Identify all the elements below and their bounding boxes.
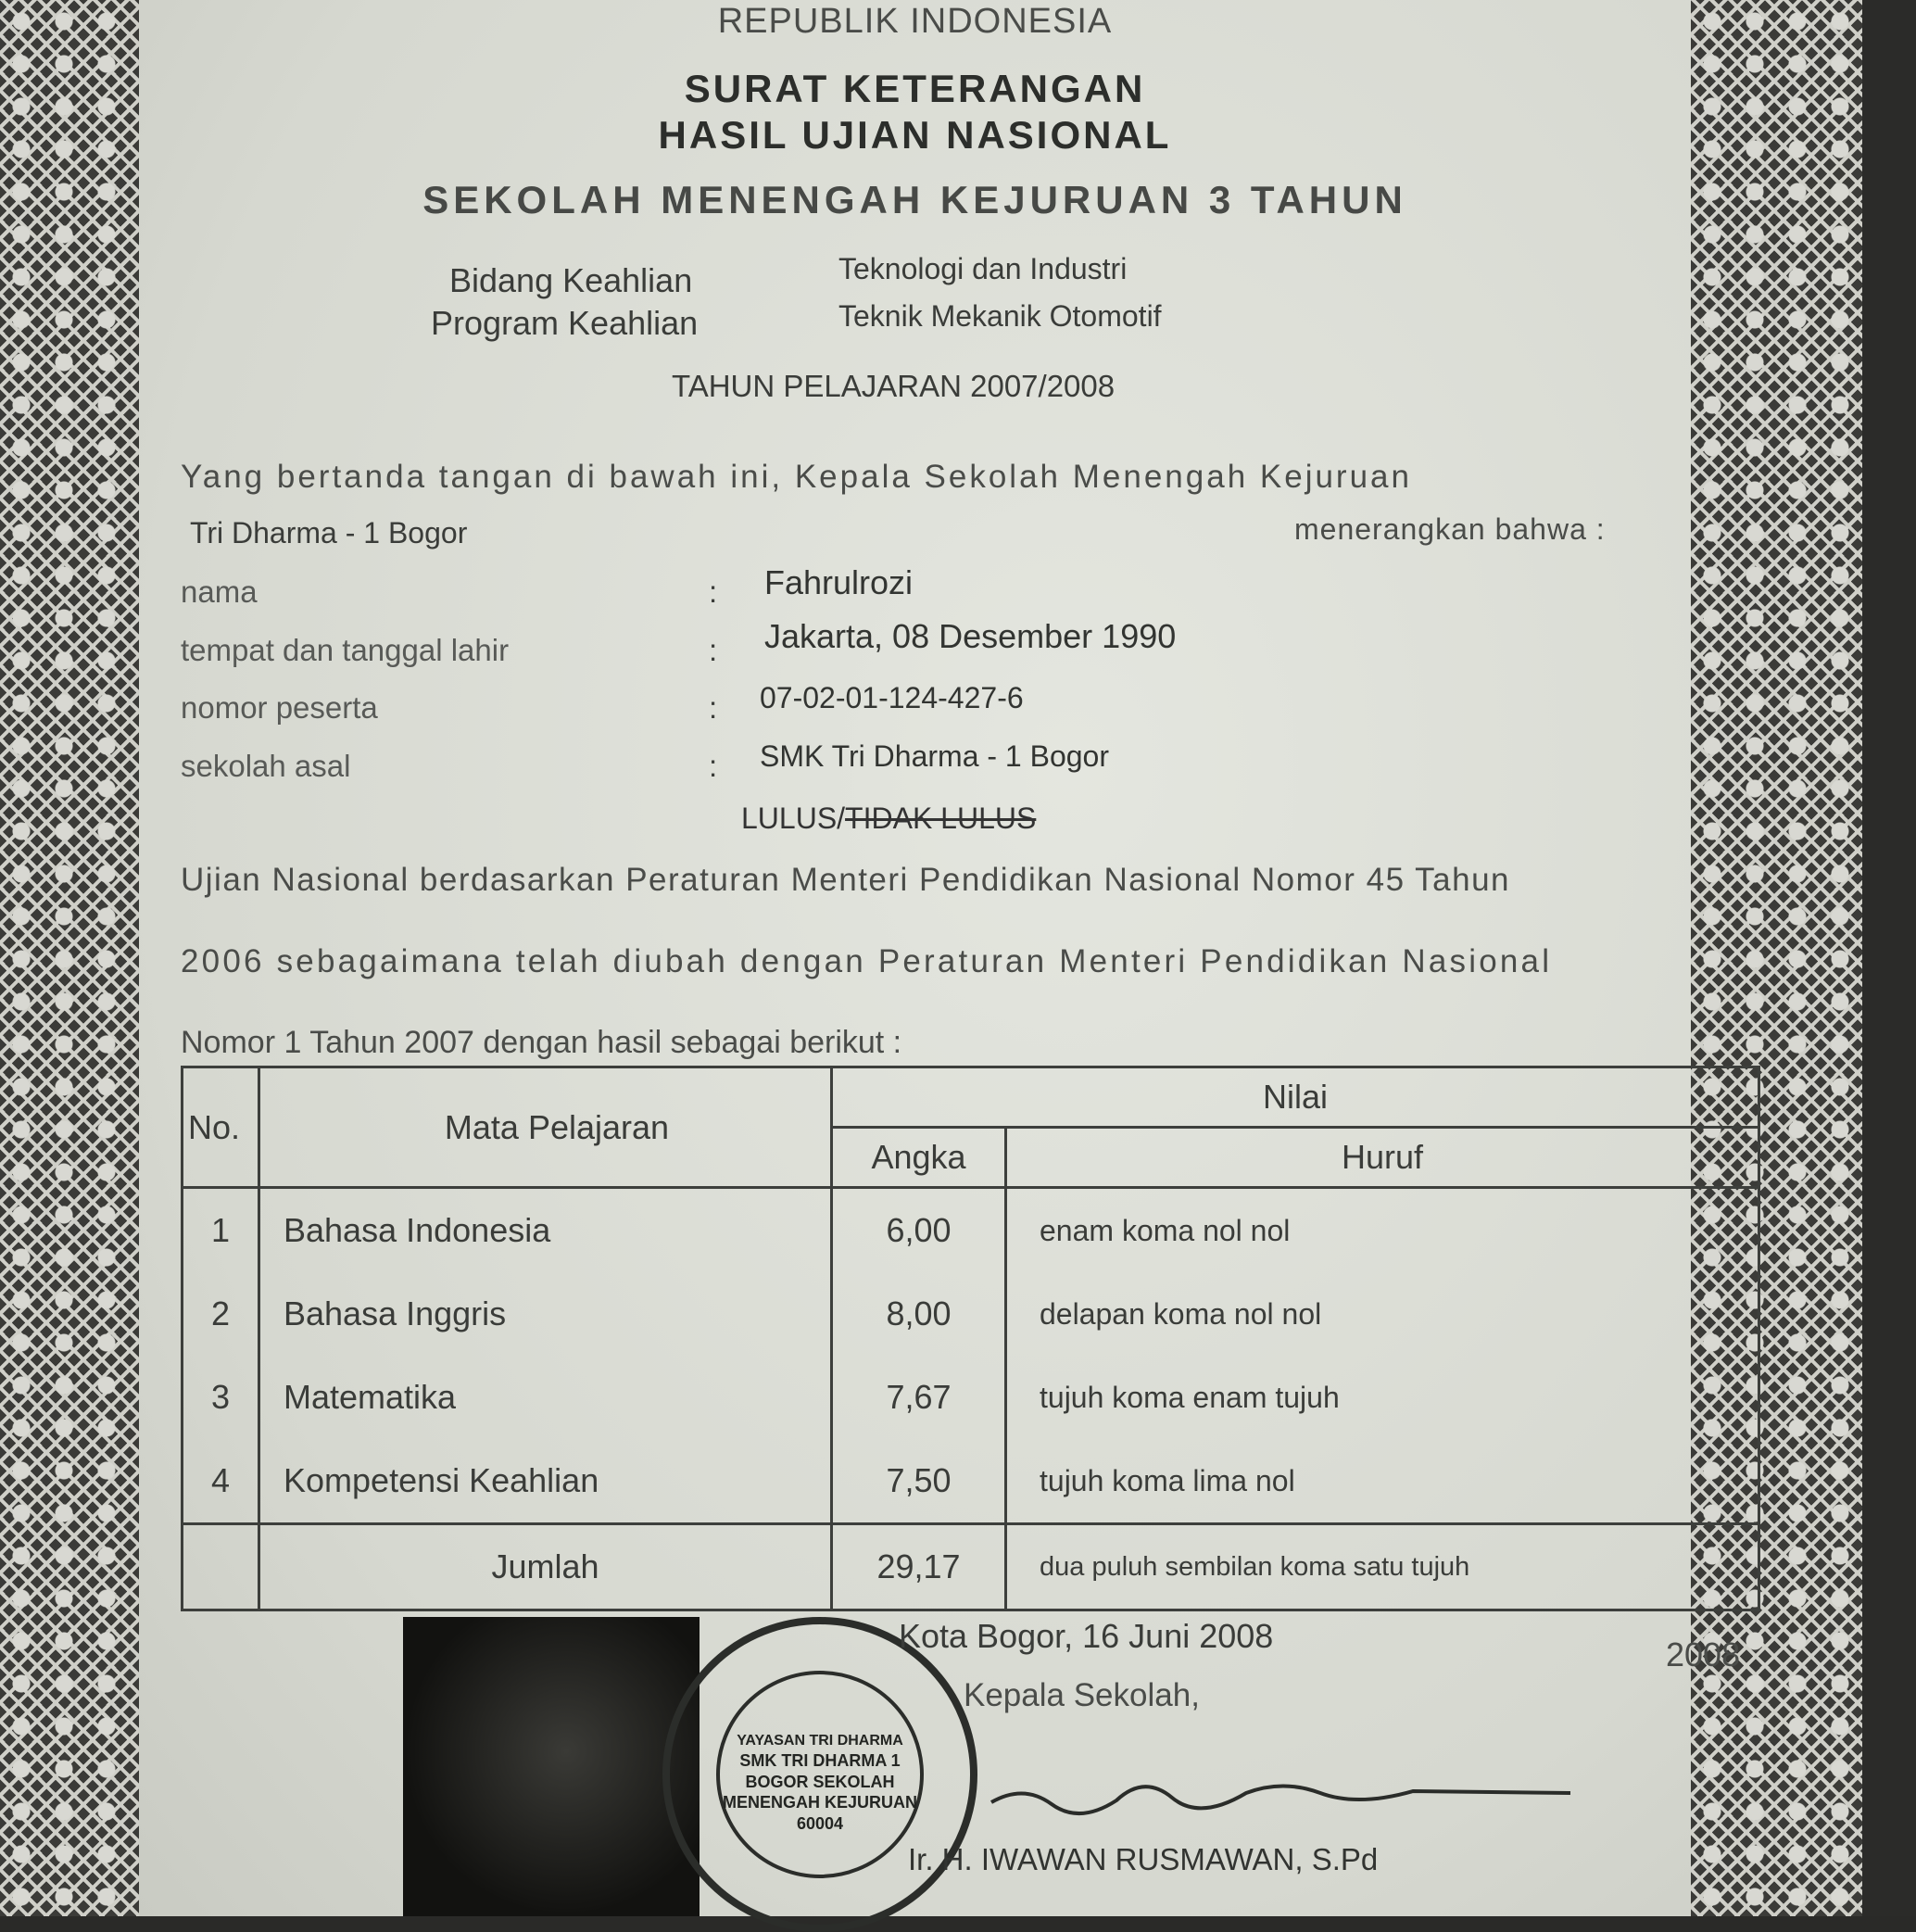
bidang-value: Teknologi dan Industri [838, 252, 1128, 285]
issuing-organization: REPUBLIK INDONESIA [717, 2, 1113, 41]
signature-role: Kepala Sekolah, [964, 1677, 1200, 1713]
academic-year: TAHUN PELAJARAN 2007/2008 [672, 369, 1116, 403]
regulation-line1: Ujian Nasional berdasarkan Peraturan Menteri Pendidikan Nasional Nomor 45 Tahun [181, 862, 1510, 898]
signature-place-date: Kota Bogor, 16 Juni 2008 [899, 1617, 1274, 1655]
background-edge [1862, 0, 1916, 1916]
nama-value: Fahrulrozi [764, 563, 914, 601]
certificate-document [139, 0, 1741, 1916]
decorative-border-right [1691, 0, 1862, 1916]
total-label: Jumlah [259, 1524, 832, 1610]
student-photo [403, 1617, 700, 1916]
school-seal [662, 1617, 977, 1932]
ttl-label: tempat dan tanggal lahir [181, 633, 510, 667]
table-row [183, 1439, 1759, 1524]
sekolah-asal-label: sekolah asal [181, 749, 351, 783]
status-lulus: LULUS/ [741, 802, 846, 835]
total-angka: 29,17 [832, 1524, 1006, 1610]
row-huruf: tujuh koma enam tujuh [1006, 1356, 1759, 1439]
nomor-peserta-label: nomor peserta [181, 690, 378, 725]
row-angka: 6,00 [832, 1188, 1006, 1273]
signature-year: 2008 [1666, 1635, 1741, 1673]
nomor-peserta-value: 07-02-01-124-427-6 [760, 681, 1024, 714]
seal-ring-text: YAYASAN TRI DHARMA [737, 1733, 903, 1749]
grades-table [181, 1066, 1760, 1611]
table-row [183, 1356, 1759, 1439]
seal-code: 60004 [796, 1813, 844, 1833]
table-row [183, 1272, 1759, 1356]
header-angka: Angka [832, 1128, 1006, 1188]
total-no-empty [183, 1524, 259, 1610]
school-type: SEKOLAH MENENGAH KEJURUAN 3 TAHUN [422, 178, 1407, 221]
document-title-line2: HASIL UJIAN NASIONAL [658, 113, 1172, 157]
row-subject: Matematika [259, 1356, 832, 1439]
row-no: 1 [183, 1188, 259, 1273]
ttl-value: Jakarta, 08 Desember 1990 [764, 617, 1177, 655]
regulation-line2: 2006 sebagaimana telah diubah dengan Peraturan Menteri Pendidikan Nasional [181, 943, 1553, 979]
decorative-border-left [0, 0, 139, 1916]
row-angka: 8,00 [832, 1272, 1006, 1356]
row-subject: Kompetensi Keahlian [259, 1439, 832, 1524]
total-huruf: dua puluh sembilan koma satu tujuh [1006, 1524, 1759, 1610]
header-mata-pelajaran: Mata Pelajaran [259, 1067, 832, 1188]
signature-name: Ir. H. IWAWAN RUSMAWAN, S.Pd [908, 1842, 1379, 1876]
row-no: 2 [183, 1272, 259, 1356]
program-label: Program Keahlian [431, 304, 699, 342]
nama-colon: : [709, 575, 718, 609]
seal-center [716, 1671, 924, 1878]
regulation-line3: Nomor 1 Tahun 2007 dengan hasil sebagai berikut : [181, 1025, 902, 1060]
sekolah-asal-value: SMK Tri Dharma - 1 Bogor [760, 739, 1109, 773]
row-huruf: tujuh koma lima nol [1006, 1439, 1759, 1524]
row-subject: Bahasa Indonesia [259, 1188, 832, 1273]
status-line [741, 802, 1036, 836]
header-huruf: Huruf [1006, 1128, 1759, 1188]
row-angka: 7,67 [832, 1356, 1006, 1439]
intro-school: Tri Dharma - 1 Bogor [190, 516, 468, 549]
signature-scribble [987, 1765, 1580, 1821]
nomor-peserta-colon: : [709, 690, 718, 725]
header-no: No. [183, 1067, 259, 1188]
nama-label: nama [181, 575, 258, 609]
row-huruf: enam koma nol nol [1006, 1188, 1759, 1273]
row-angka: 7,50 [832, 1439, 1006, 1524]
sekolah-asal-colon: : [709, 749, 718, 783]
program-value: Teknik Mekanik Otomotif [838, 299, 1162, 333]
row-subject: Bahasa Inggris [259, 1272, 832, 1356]
intro-line1: Yang bertanda tangan di bawah ini, Kepala Sekolah Menengah Kejuruan [181, 459, 1412, 495]
status-tidak-lulus: TIDAK LULUS [845, 802, 1037, 835]
header-nilai: Nilai [832, 1067, 1759, 1128]
intro-states: menerangkan bahwa : [1294, 512, 1606, 546]
row-huruf: delapan koma nol nol [1006, 1272, 1759, 1356]
table-row [183, 1188, 1759, 1273]
ttl-colon: : [709, 633, 718, 667]
row-no: 3 [183, 1356, 259, 1439]
document-title-line1: SURAT KETERANGAN [684, 67, 1146, 110]
table-total-row [183, 1524, 1759, 1610]
row-no: 4 [183, 1439, 259, 1524]
bidang-label: Bidang Keahlian [449, 261, 693, 299]
seal-center-text: SMK TRI DHARMA 1 BOGOR SEKOLAH MENENGAH KEJURUAN [722, 1751, 917, 1812]
